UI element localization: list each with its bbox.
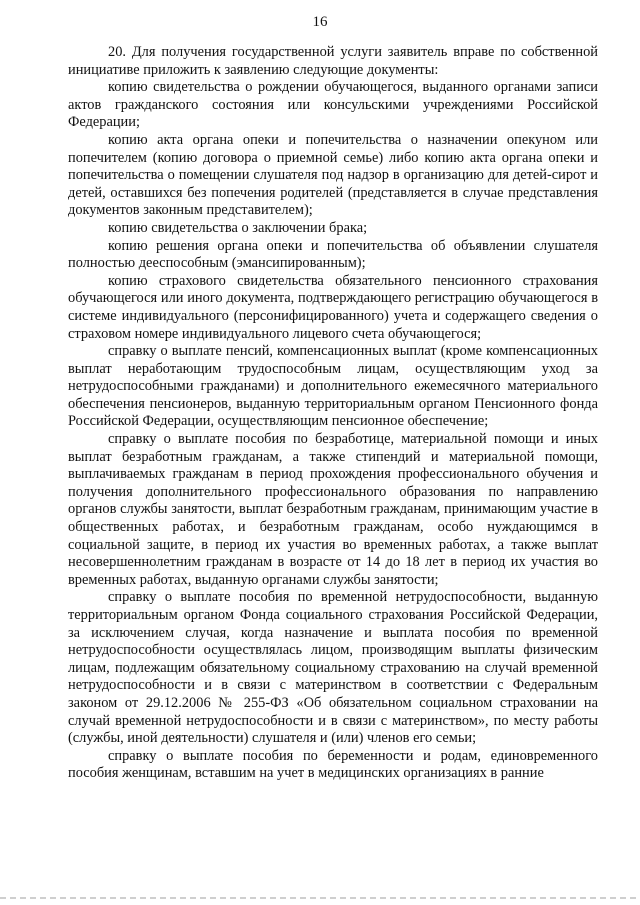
paragraph-guardianship-act: копию акта органа опеки и попечительства о назначении опекуном или попечителем (копию договора о приемной семье) либо копию акта органа опеки и попечительства о помещении слушателя под надзор в организацию для детей-сирот и детей, оставшихся без попечения родителей (представляется в случае представления документов законным представителем);	[68, 131, 598, 219]
paragraph-pension-insurance-certificate: копию страхового свидетельства обязательного пенсионного страхования обучающегося или иного документа, подтверждающего регистрацию обучающегося в системе индивидуального (персонифицированного) учета и содержащего сведения о страховом номере индивидуального лицевого счета обучающегося;	[68, 272, 598, 342]
paragraph-item-20: 20. Для получения государственной услуги заявитель вправе по собственной инициативе приложить к заявлению следующие документы:	[68, 44, 598, 78]
scan-edge-divider	[0, 897, 640, 899]
paragraph-maternity-benefit-certificate: справку о выплате пособия по беременности и родам, единовременного пособия женщинам, вставшим на учет в медицинских организациях в ранние	[68, 747, 598, 782]
paragraph-unemployment-benefit-certificate: справку о выплате пособия по безработице, материальной помощи и иных выплат безработным гражданам, а также стипендий и материальной помощи, выплачиваемых гражданам в период прохождения профессионального обучения и получения дополнительного профессионального образования по направлению органов службы занятости, выплат безработным гражданам, принимающим участие в общественных работах, и безработным гражданам, особо нуждающимся в социальной защите, в период их участия во временных работах, а также выплат несовершеннолетним гражданам в возрасте от 14 до 18 лет в период их участия во временных работах, выданную органами службы занятости;	[68, 431, 598, 588]
paragraph-marriage-certificate: копию свидетельства о заключении брака;	[108, 219, 368, 236]
paragraph-disability-benefit-certificate: справку о выплате пособия по временной нетрудоспособности, выданную территориальным органом Фонда социального страхования Российской Федерации, за исключением случая, когда назначение и выплата пособия по временной нетрудоспособности осуществлялась лицом, производящим выплаты физическим лицам, подлежащим обязательному социальному страхованию на случай временной нетрудоспособности и в связи с материнством в соответствии с Федеральным законом от 29.12.2006 № 255-ФЗ «Об обязательном социальном страховании на случай временной нетрудоспособности и в связи с материнством», по месту работы (службы, иной деятельности) слушателя и (или) членов его семьи;	[68, 589, 598, 747]
page-number: 16	[312, 14, 328, 30]
paragraph-emancipation-decision: копию решения органа опеки и попечительства об объявлении слушателя полностью дееспособным (эмансипированным);	[68, 237, 598, 272]
paragraph-pension-payment-certificate: справку о выплате пенсий, компенсационных выплат (кроме компенсационных выплат неработающим трудоспособным лицам, осуществляющим уход за нетрудоспособными гражданами) и дополнительного ежемесячного материального обеспечения пенсионеров, выданную территориальным органом Пенсионного фонда Российской Федерации, осуществляющим пенсионное обеспечение;	[68, 343, 598, 430]
document-body	[68, 44, 598, 783]
paragraph-birth-certificate: копию свидетельства о рождении обучающегося, выданного органами записи актов гражданского состояния или консульскими учреждениями Российской Федерации;	[68, 79, 598, 131]
